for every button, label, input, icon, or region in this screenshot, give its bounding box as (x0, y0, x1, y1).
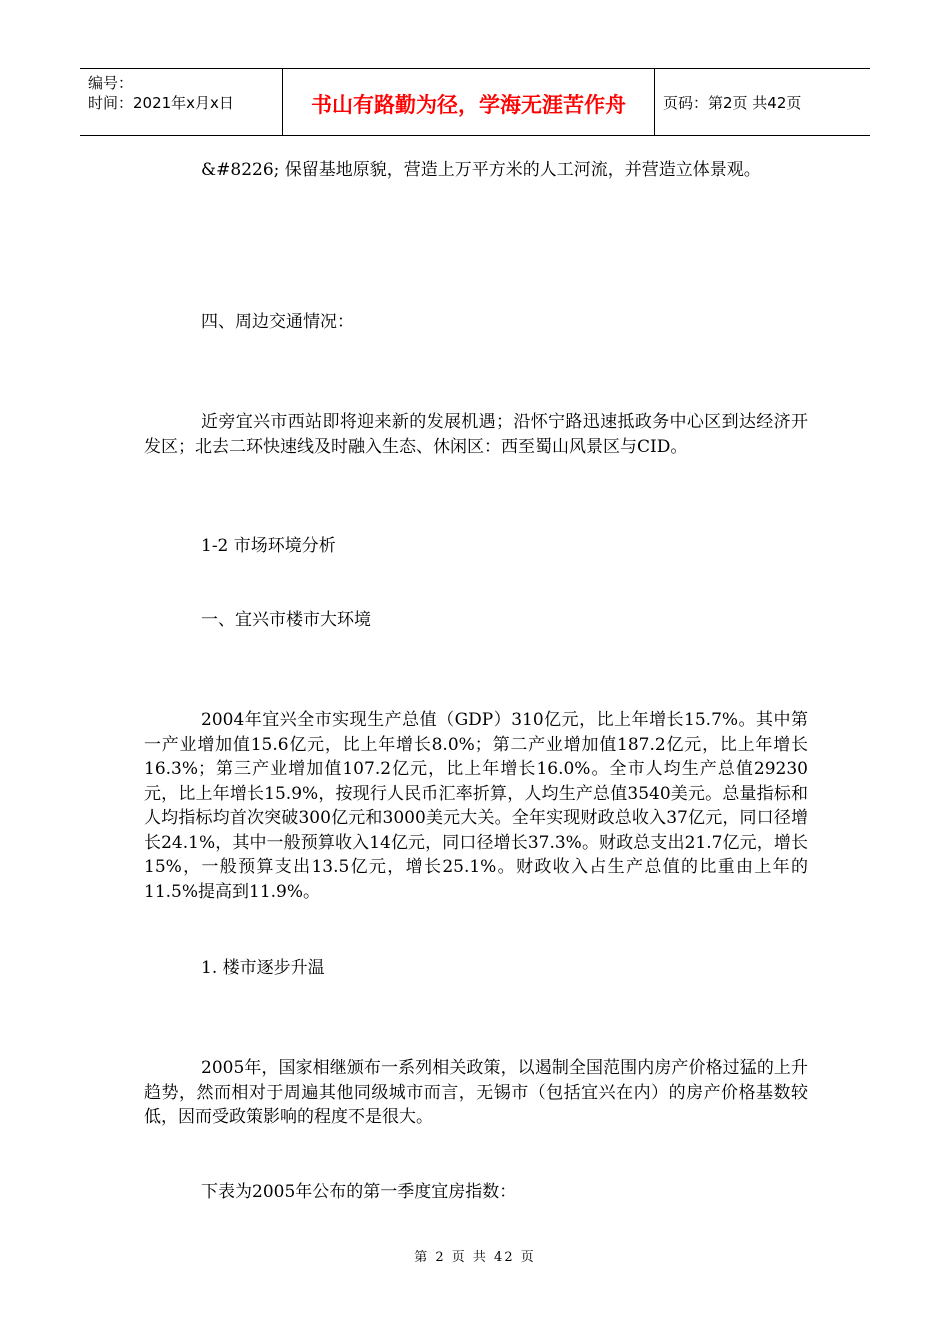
policy-paragraph: 2005年，国家相继颁布一系列相关政策，以遏制全国范围内房产价格过猛的上升趋势，然而相对于周遍其他同级城市而言，无锡市（包括宜兴在内）的房产价格基数较低，因而受政策影响的程度不是很大。 (144, 1058, 808, 1127)
document-number-label: 编号： (88, 74, 134, 92)
section-heading-traffic: 四、周边交通情况： (201, 312, 354, 332)
document-time-label: 时间：2021年x月x日 (88, 94, 234, 112)
header-page-info: 页码：第2页 共42页 (663, 93, 802, 112)
economy-paragraph: 2004年宜兴全市实现生产总值（GDP）310亿元，比上年增长15.7%。其中第一产业增加值15.6亿元，比上年增长8.0%；第二产业增加值187.2亿元，比上年增长16.3%；第三产业增加值107.2亿元，比上年增长16.0%。全市人均生产总值29230元，比上年增长15.9%，按现行人民币汇率折算，人均生产总值3540美元。总量指标和人均指标均首次突破300亿元和3000美元大关。全年实现财政总收入37亿元，同口径增长24.1%，其中一般预算收入14亿元，同口径增长37.3%。财政总支出21.7亿元，增长15%，一般预算支出13.5亿元，增长25.1%。财政收入占生产总值的比重由上年的11.5%提高到11.9%。 (144, 710, 808, 902)
header-motto: 书山有路勤为径，学海无涯苦作舟 (283, 69, 655, 135)
section-heading-market: 1-2 市场环境分析 (201, 536, 336, 556)
page-footer: 第 2 页 共 42 页 (414, 1250, 536, 1265)
header-meta-cell (80, 69, 283, 135)
table-intro-paragraph: 下表为2005年公布的第一季度宜房指数： (201, 1182, 517, 1202)
section-heading-market-warming: 1. 楼市逐步升温 (201, 958, 325, 978)
bullet-paragraph: &#8226; 保留基地原貌，营造上万平方米的人工河流，并营造立体景观。 (201, 160, 761, 180)
section-heading-environment: 一、宜兴市楼市大环境 (201, 610, 371, 630)
page-header (80, 68, 870, 136)
traffic-paragraph: 近旁宜兴市西站即将迎来新的发展机遇；沿怀宁路迅速抵政务中心区到达经济开发区；北去二环快速线及时融入生态、休闲区：西至蜀山风景区与CID。 (144, 412, 808, 457)
